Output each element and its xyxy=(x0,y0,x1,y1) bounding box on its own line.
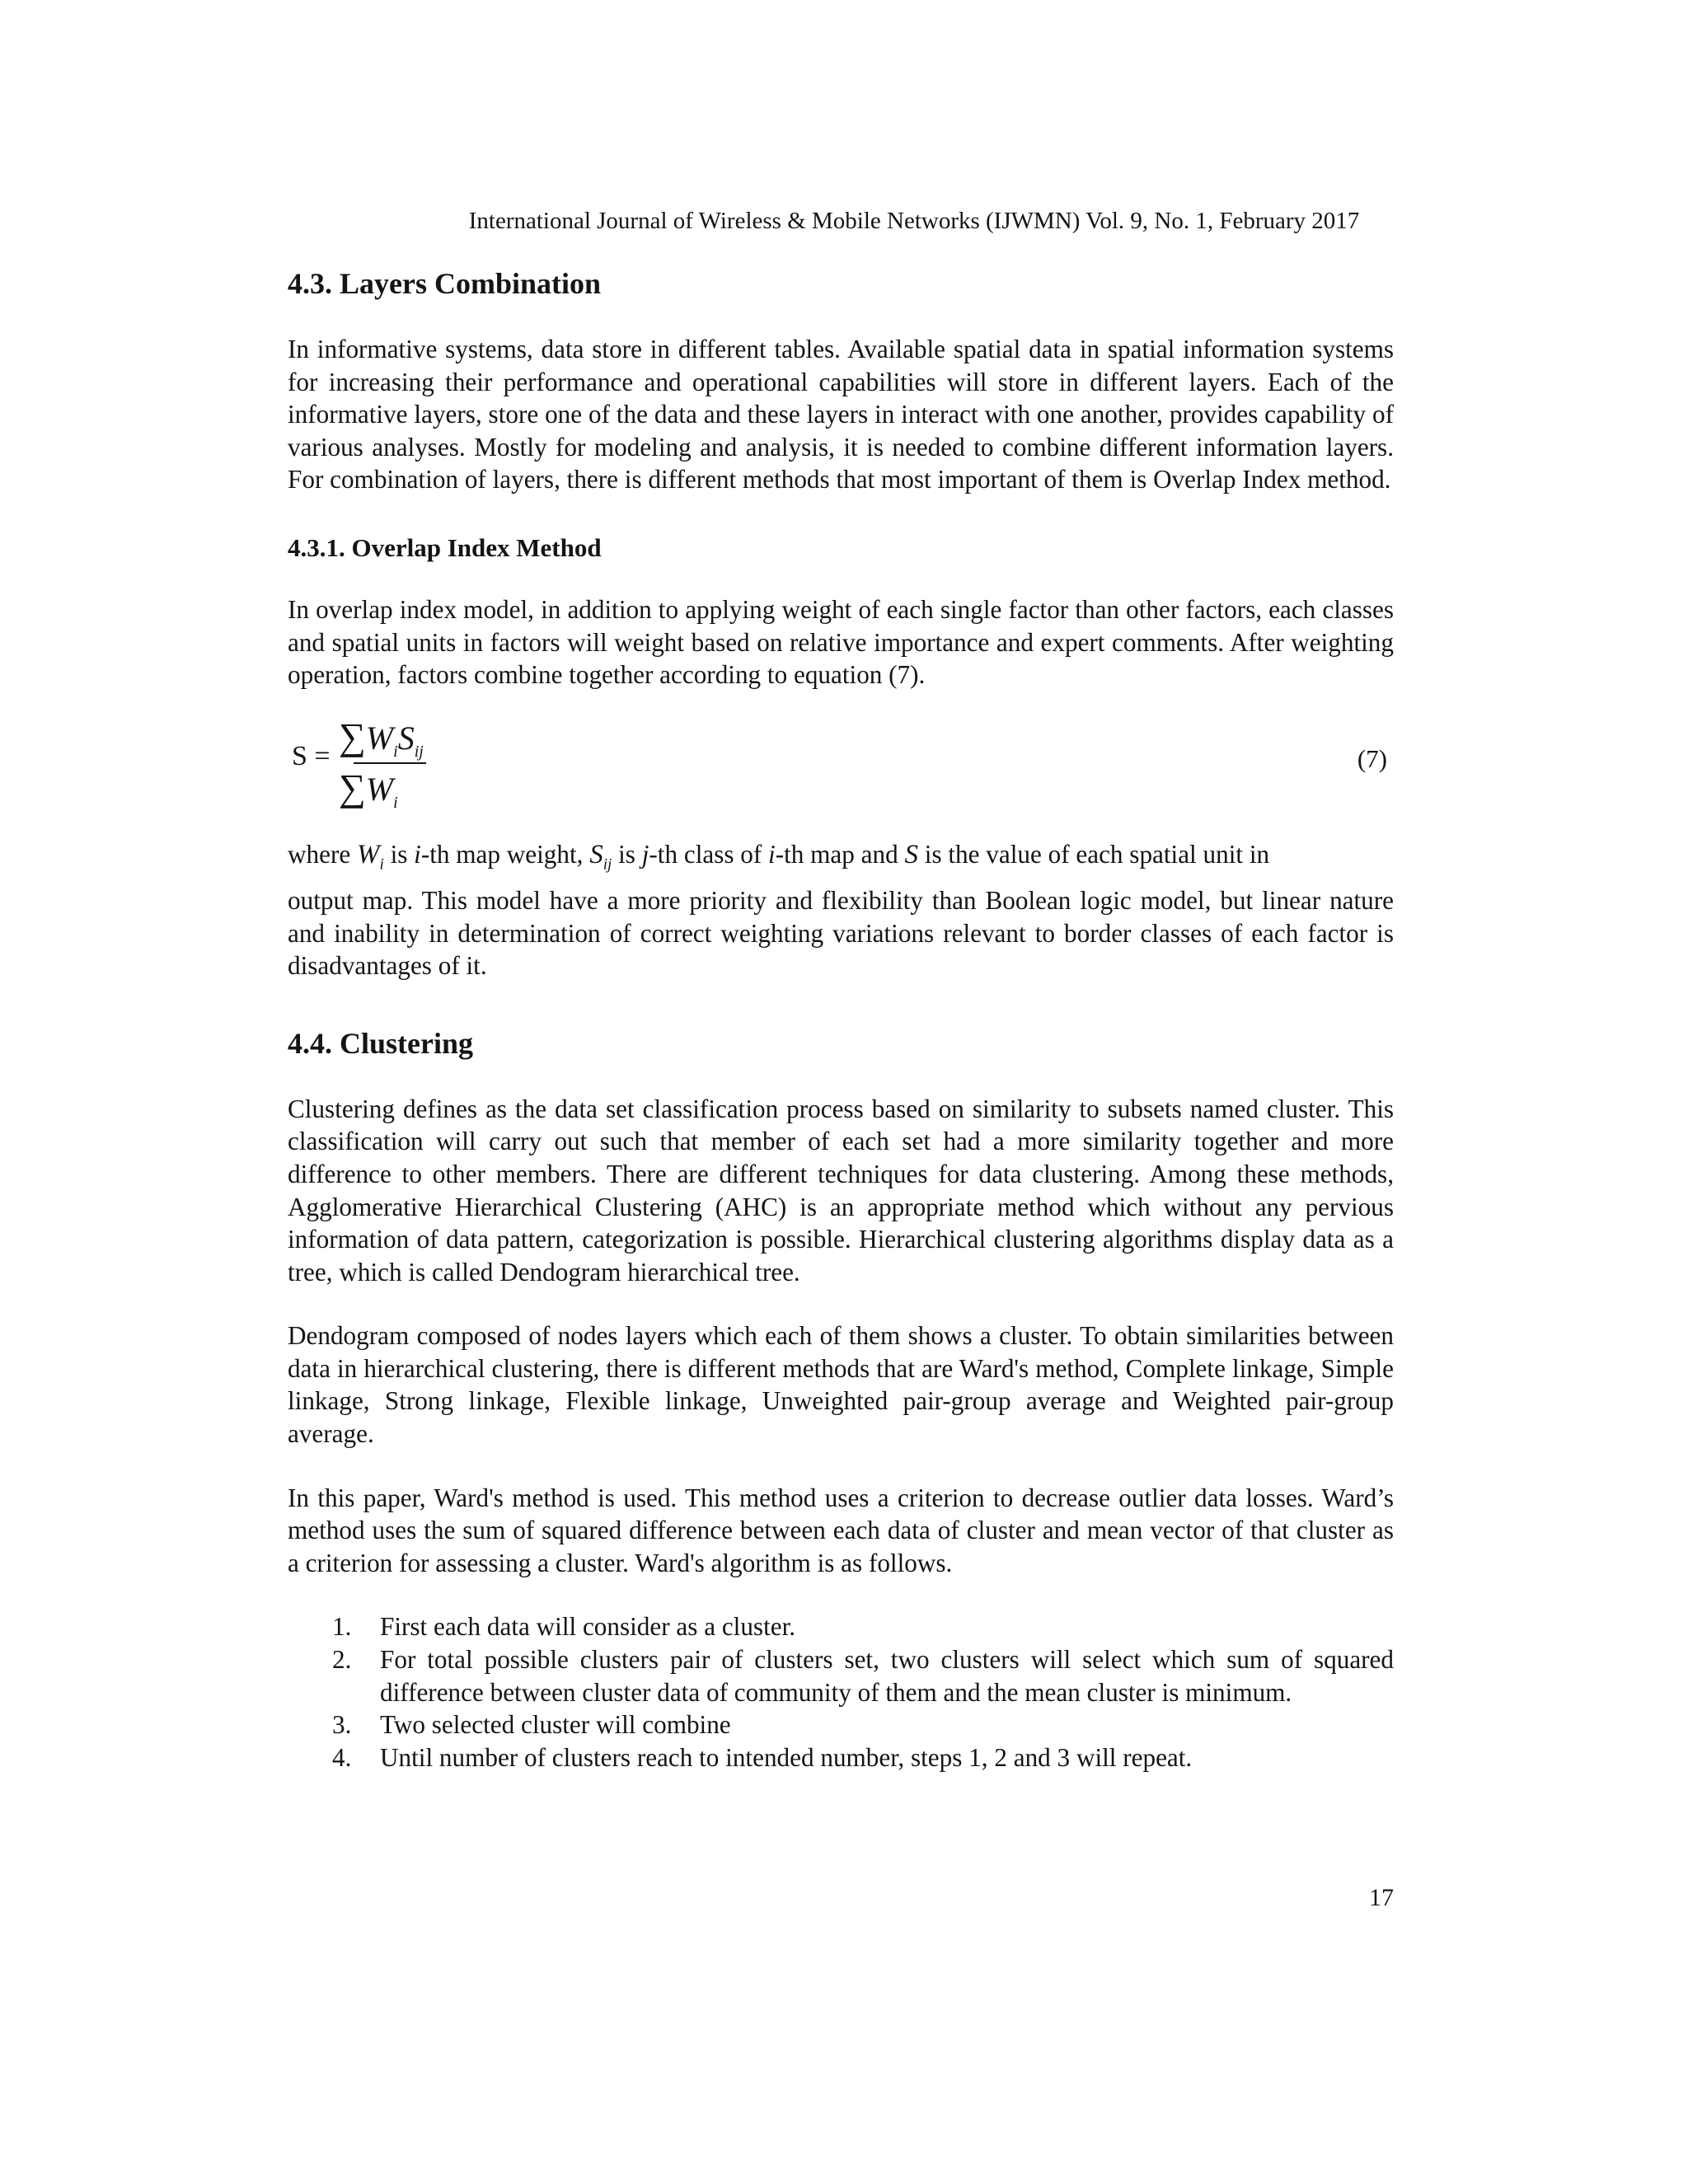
where-text: is xyxy=(612,839,642,869)
numerator-w-subscript: i xyxy=(393,742,398,761)
list-item-number: 4. xyxy=(332,1742,352,1772)
page-number: 17 xyxy=(1369,1884,1394,1911)
where-text: where xyxy=(288,839,357,869)
sigma-symbol: ∑ xyxy=(339,715,366,757)
list-item-number: 3. xyxy=(332,1710,352,1740)
denominator-w: W xyxy=(365,770,394,808)
list-item xyxy=(288,1741,1394,1774)
section-4-4-paragraph-1: Clustering defines as the data set classification process based on similarity to subsets named cluster. This classification will carry out such that member of each set had a more similarity together and more difference to other members. There are different techniques for data clustering. Among these methods, Agglomerative Hierarchical Clustering (AHC) is an appropriate method which without any pervious information of data pattern, categorization is possible. Hierarchical clustering algorithms display data as a tree, which is called Dendogram hierarchical tree. xyxy=(288,1094,1394,1286)
section-heading-4-3-1: 4.3.1. Overlap Index Method xyxy=(288,532,602,562)
var-s-letter: S xyxy=(589,839,603,869)
var-s-value: S xyxy=(904,839,918,869)
numerator-w: W xyxy=(365,719,394,757)
section-4-3-1-paragraph-after: output map. This model have a more priority and flexibility than Boolean logic model, but linear nature and inability in determination of correct weighting variations relevant to border classes of each factor is disadvantages of it. xyxy=(288,885,1394,981)
list-item xyxy=(288,1643,1394,1708)
denominator-w-subscript: i xyxy=(393,793,398,812)
var-w-subscript: i xyxy=(379,855,384,874)
equation-lhs: S = xyxy=(292,740,331,771)
numerator-s: S xyxy=(397,719,415,757)
equation-where-line xyxy=(288,838,1394,881)
where-text: -th class of xyxy=(649,839,769,869)
equation-denominator xyxy=(339,766,398,813)
list-item-number: 1. xyxy=(332,1612,352,1642)
list-item-text: Until number of clusters reach to intended number, steps 1, 2 and 3 will repeat. xyxy=(380,1742,1193,1772)
var-s xyxy=(589,839,612,874)
equation-numerator xyxy=(339,715,424,762)
list-item xyxy=(288,1708,1394,1741)
var-i: i xyxy=(768,839,776,869)
equation-number: (7) xyxy=(1357,743,1387,773)
list-item-text: First each data will consider as a cluster. xyxy=(380,1612,796,1642)
where-text: is xyxy=(383,839,415,869)
var-j: j xyxy=(641,839,649,869)
fraction-bar xyxy=(354,762,426,764)
running-header: International Journal of Wireless & Mobile Networks (IJWMN) Vol. 9, No. 1, February 2017 xyxy=(468,208,1360,234)
var-w xyxy=(356,839,384,874)
list-item-text: For total possible clusters pair of clusters set, two clusters will select which sum of squared difference between cluster data of community of them and the mean cluster is minimum. xyxy=(380,1645,1394,1707)
var-s-subscript: ij xyxy=(603,855,612,874)
where-text: -th map and xyxy=(775,839,905,869)
equation-7 xyxy=(288,715,1394,813)
sigma-symbol: ∑ xyxy=(339,766,366,808)
where-text: -th map weight, xyxy=(420,839,590,869)
list-item xyxy=(288,1610,1394,1643)
ward-algorithm-steps xyxy=(288,1610,1394,1774)
numerator-s-subscript: ij xyxy=(414,742,424,761)
section-heading-4-4: 4.4. Clustering xyxy=(288,1026,473,1060)
section-4-3-1-paragraph: In overlap index model, in addition to applying weight of each single factor than other factors, each classes and spatial units in factors will weight based on relative importance and expert comments. After weighting operation, factors combine together according to equation (7). xyxy=(288,594,1394,690)
list-item-number: 2. xyxy=(332,1645,352,1675)
section-4-4-paragraph-2: Dendogram composed of nodes layers which each of them shows a cluster. To obtain similarities between data in hierarchical clustering, there is different methods that are Ward's method, Complete linkage, Simple linkage, Strong linkage, Flexible linkage, Unweighted pair-group average and Weighted pair-group average. xyxy=(288,1321,1394,1449)
var-i: i xyxy=(414,839,421,869)
where-text: is the value of each spatial unit in xyxy=(917,839,1270,869)
section-heading-4-3: 4.3. Layers Combination xyxy=(288,267,602,300)
var-w-letter: W xyxy=(356,839,380,869)
section-4-3-paragraph: In informative systems, data store in different tables. Available spatial data in spatial information systems for increasing their performance and operational capabilities will store in different layers. Each of the informative layers, store one of the data and these layers in interact with one another, provides capability of various analyses. Mostly for modeling and analysis, it is needed to combine different information layers. For combination of layers, there is different methods that most important of them is Overlap Index method. xyxy=(288,335,1394,494)
section-4-4-paragraph-3: In this paper, Ward's method is used. This method uses a criterion to decrease outlier data losses. Ward’s method uses the sum of squared difference between each data of cluster and mean vector of that cluster as a criterion for assessing a cluster. Ward's algorithm is as follows. xyxy=(288,1483,1394,1577)
page-content xyxy=(288,259,1394,1774)
list-item-text: Two selected cluster will combine xyxy=(380,1710,731,1740)
